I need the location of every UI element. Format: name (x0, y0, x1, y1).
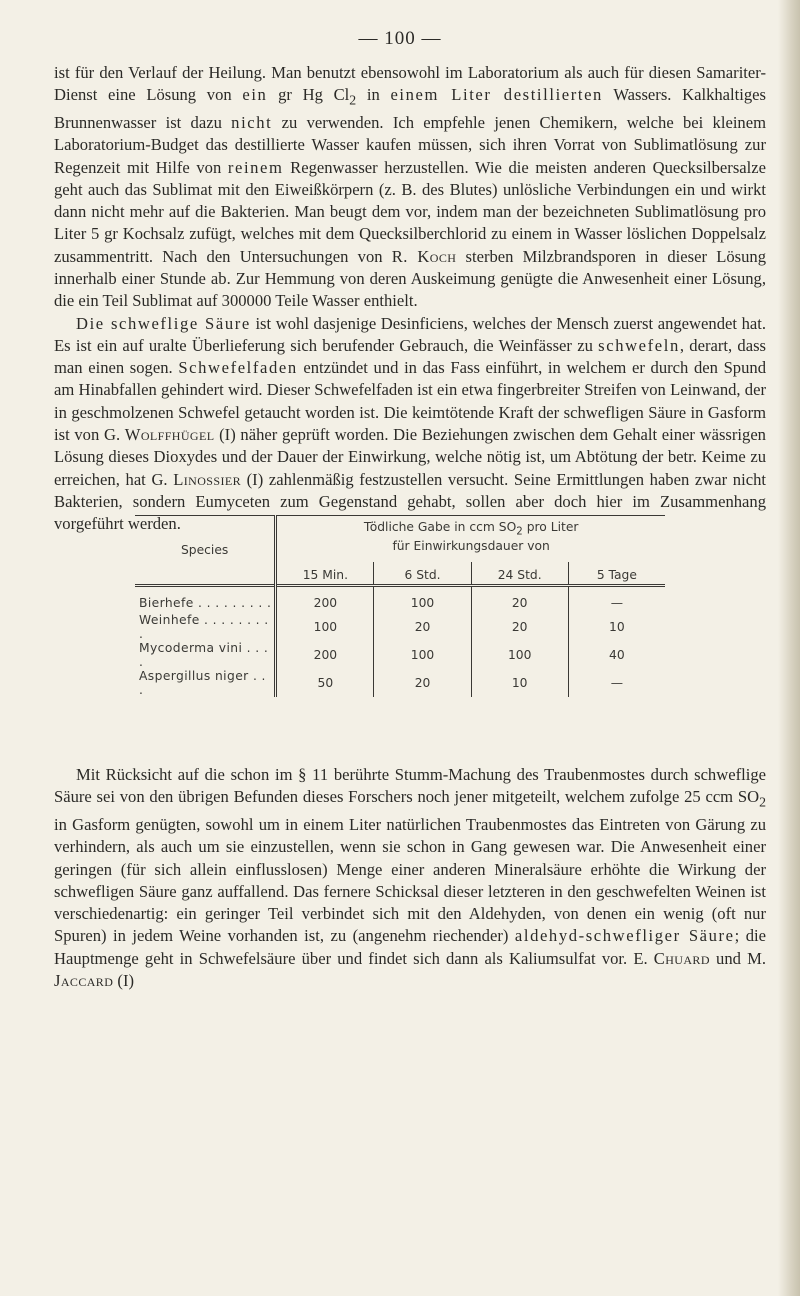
table-header-row (135, 516, 665, 563)
value-cell: 200 (313, 647, 338, 662)
value-cell: 100 (374, 593, 471, 613)
paragraph-2: Die schweflige Säure ist wohl dasjenige Desinficiens, welches der Mensch zuerst angewendet hat. Es ist ein auf uralte Überlieferung sich berufender Gebrauch, die Weinfässer zu schwefeln, derart, dass man einen sogen. Schwefelfaden entzündet und in das Fass einführt, in welchem er durch den Spund am Hinabfallen gehindert wird. Dieser Schwefelfaden ist ein etwa fingerbreiter Streifen von Leinwand, der in geschmolzenen Schwefel getaucht worden ist. Die keimtötende Kraft der schwefligen Säure in Gasform ist von G. Wolffhügel (I) näher geprüft worden. Die Beziehungen zwischen dem Gehalt einer wässrigen Lösung dieses Dioxydes und der Dauer der Einwirkung, welche nötig ist, um Abtötung der betr. Keime zu erreichen, hat G. Linossier (I) zahlenmäßig festzustellen versucht. Seine Ermittlungen haben zwar nicht Bakterien, sondern Eumyceten zum Gegenstand gehabt, sollen aber doch hier im Zusammenhang vorgeführt werden. (54, 313, 766, 534)
table-row (135, 613, 665, 641)
value-cell: 50 (317, 675, 334, 690)
value-cell: 200 (313, 595, 338, 610)
table-row (135, 641, 665, 669)
so2-dose-table (135, 515, 665, 697)
species-column-header: Species (135, 516, 276, 586)
species-cell: Bierhefe . . . . . . . . . (135, 593, 276, 613)
table-row (135, 669, 665, 697)
table-header-separator (135, 586, 665, 594)
page-edge-shadow (778, 0, 800, 1296)
value-cell: — (568, 593, 665, 613)
dose-group-header: Tödliche Gabe in ccm $SO_2$ pro Liter für Einwirkungsdauer von (363, 520, 579, 554)
value-cell: 10 (471, 669, 568, 697)
paragraph-1: ist für den Verlauf der Heilung. Man benutzt ebensowohl im Laboratorium als auch für diesen Samariter-Dienst eine Lösung von ein gr Hg $Cl_2$ in einem Liter destillierten Wassers. Kalkhaltiges Brunnenwasser ist dazu nicht zu verwenden. Ich empfehle jenen Chemikern, welche bei kleinem Laboratorium-Budget das destillierte Wasser kaufen müssen, sich ihren Vorrat von Sublimatlösung zur Regenzeit mit Hilfe von reinem Regenwasser herzustellen. Wie die meisten anderen Quecksilbersalze geht auch das Sublimat mit den Eiweißkörpern (z. B. des Blutes) unlösliche Verbindungen ein und wirkt dann nicht mehr auf die Bakterien. Man beugt dem vor, indem man der bezeichneten Sublimatlösung pro Liter 5 gr Kochsalz zufügt, welches mit dem Quecksilberchlorid zu einem in Wasser löslichen Doppelsalz zusammentritt. Nach den Untersuchungen von R. Koch sterben Milzbrandsporen in dieser Lösung innerhalb einer Stunde ab. Zur Hemmung von deren Auskeimung genügte die Anwesenheit einer Lösung, die ein Teil Sublimat auf 300000 Teile Wasser enthielt. (54, 63, 766, 311)
value-cell: 20 (471, 613, 568, 641)
value-cell: 40 (568, 641, 665, 669)
table (135, 515, 665, 697)
text-block-top (54, 62, 766, 536)
text-block-bottom (54, 764, 766, 992)
species-cell: Weinhefe . . . . . . . . . (135, 613, 276, 641)
value-cell: 100 (374, 641, 471, 669)
paragraph-3: Mit Rücksicht auf die schon im § 11 berührte Stumm-Machung des Traubenmostes durch schweflige Säure sei von den übrigen Befunden dieses Forschers noch jener mitgeteilt, welchem zufolge 25 ccm $SO_2$ in Gasform genügten, sowohl um in einem Liter natürlichen Traubenmostes das Eintreten von Gärung zu verhindern, als auch um sie einzustellen, wenn sie schon in Gang gewesen war. Die Anwesenheit einer geringen (für sich allein einflusslosen) Menge einer anderen Mineralsäure erhöhte die Wirkung der schwefligen Säure ganz auffallend. Das fernere Schicksal dieser letzteren in den geschwefelten Weinen ist verschiedenartig: ein geringer Teil verbindet sich mit den Aldehyden, von denen ein wenig (oft nur Spuren) in jedem Weine vorhanden ist, zu (angenehm riechender) aldehyd-schwefliger Säure; die Hauptmenge geht in Schwefelsäure über und findet sich dann als Kaliumsulfat vor. E. Chuard und M. Jaccard (I) (54, 765, 767, 990)
column-header-15-min: 15 Min. (302, 568, 349, 582)
species-cell: Mycoderma vini . . . . (135, 641, 276, 669)
column-header-5-tage: 5 Tage (568, 562, 665, 586)
value-cell: 20 (374, 669, 471, 697)
value-cell: — (568, 669, 665, 697)
column-header-6-std: 6 Std. (374, 562, 471, 586)
table-row (135, 593, 665, 613)
value-cell: 20 (374, 613, 471, 641)
column-header-24-std: 24 Std. (471, 562, 568, 586)
value-cell: 100 (313, 619, 338, 634)
value-cell: 100 (471, 641, 568, 669)
page-number: — 100 — (358, 28, 442, 49)
value-cell: 20 (471, 593, 568, 613)
species-cell: Aspergillus niger . . . (135, 669, 276, 697)
value-cell: 10 (568, 613, 665, 641)
